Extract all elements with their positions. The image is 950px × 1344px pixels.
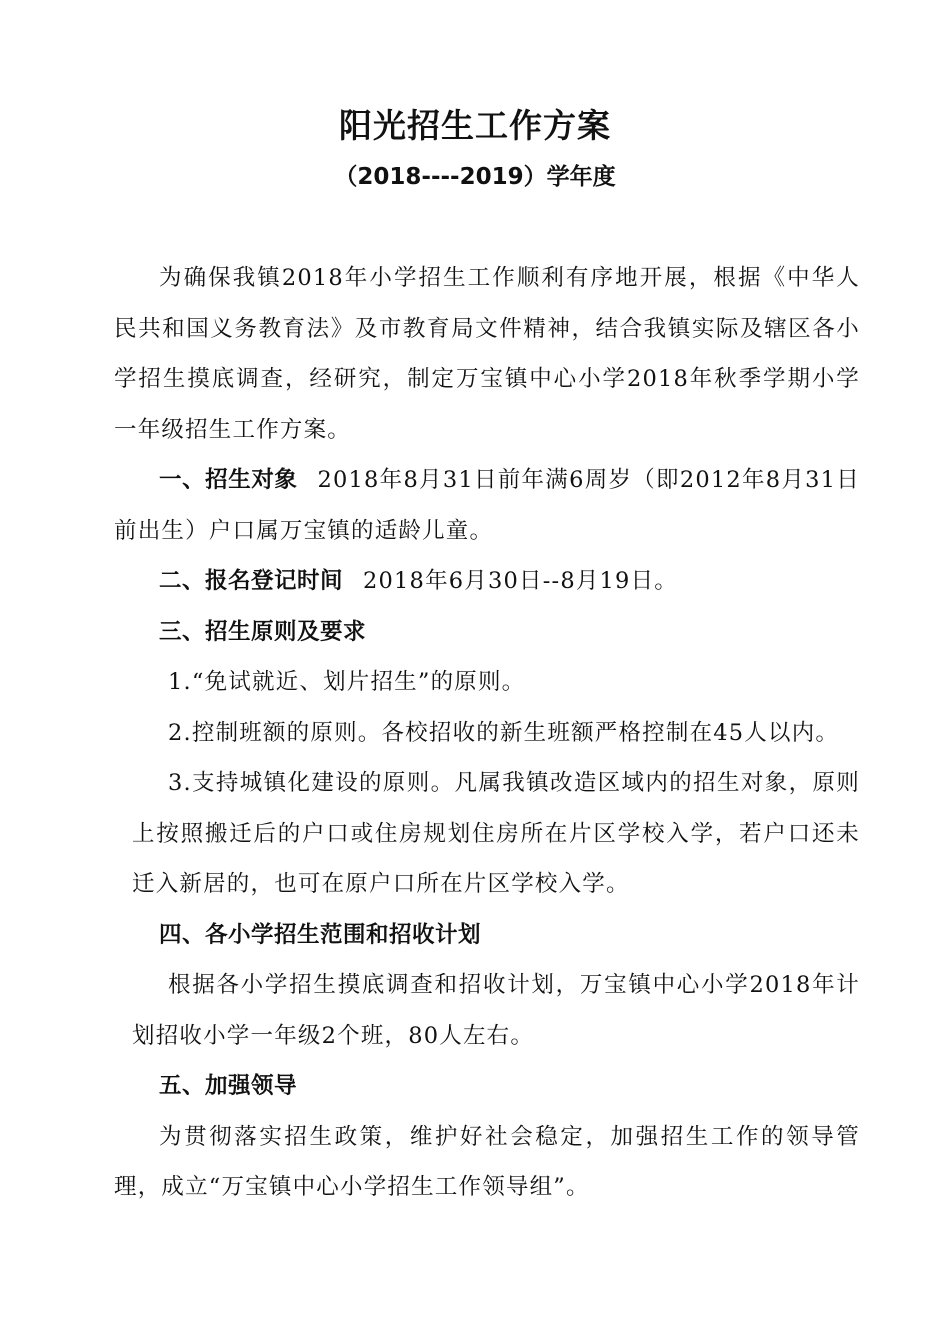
section-3 <box>114 607 860 658</box>
section-1-text: 2018年8月31日前年满6周岁（即2012年8月31日前出生）户口属万宝镇的适龄儿童。 <box>114 467 860 544</box>
section-4-text: 根据各小学招生摸底调查和招收计划，万宝镇中心小学2018年计划招收小学一年级2个班，80人左右。 <box>132 972 860 1049</box>
section-4 <box>114 910 860 961</box>
section-5 <box>114 1061 860 1112</box>
section-1 <box>114 455 860 556</box>
section-3-heading: 三、招生原则及要求 <box>159 618 367 645</box>
section-2-text: 2018年6月30日--8月19日。 <box>363 568 678 594</box>
intro-paragraph: 为确保我镇2018年小学招生工作顺利有序地开展，根据《中华人民共和国义务教育法》及市教育局文件精神，结合我镇实际及辖区各小学招生摸底调查，经研究，制定万宝镇中心小学2018年秋季学期小学一年级招生工作方案。 <box>114 265 860 443</box>
document-title: 阳光招生工作方案 <box>339 106 611 145</box>
document-body <box>114 253 860 1213</box>
section-1-heading: 一、招生对象 <box>159 467 298 493</box>
section-2-heading: 二、报名登记时间 <box>159 568 344 594</box>
section-2 <box>114 556 860 607</box>
section-4-heading: 四、各小学招生范围和招收计划 <box>159 921 482 948</box>
section-5-text: 为贯彻落实招生政策，维护好社会稳定，加强招生工作的领导管理，成立“万宝镇中心小学招生工作领导组”。 <box>114 1123 860 1200</box>
section-3-item-2: 2.控制班额的原则。各校招收的新生班额严格控制在45人以内。 <box>168 719 840 746</box>
section-5-heading: 五、加强领导 <box>159 1073 298 1099</box>
document-subtitle: （2018----2019）学年度 <box>334 164 616 190</box>
section-3-item-1: 1.“免试就近、划片招生”的原则。 <box>168 669 526 695</box>
section-3-item-3: 3.支持城镇化建设的原则。凡属我镇改造区域内的招生对象，原则上按照搬迁后的户口或住房规划住房所在片区学校入学，若户口还未迁入新居的，也可在原户口所在片区学校入学。 <box>132 770 860 897</box>
